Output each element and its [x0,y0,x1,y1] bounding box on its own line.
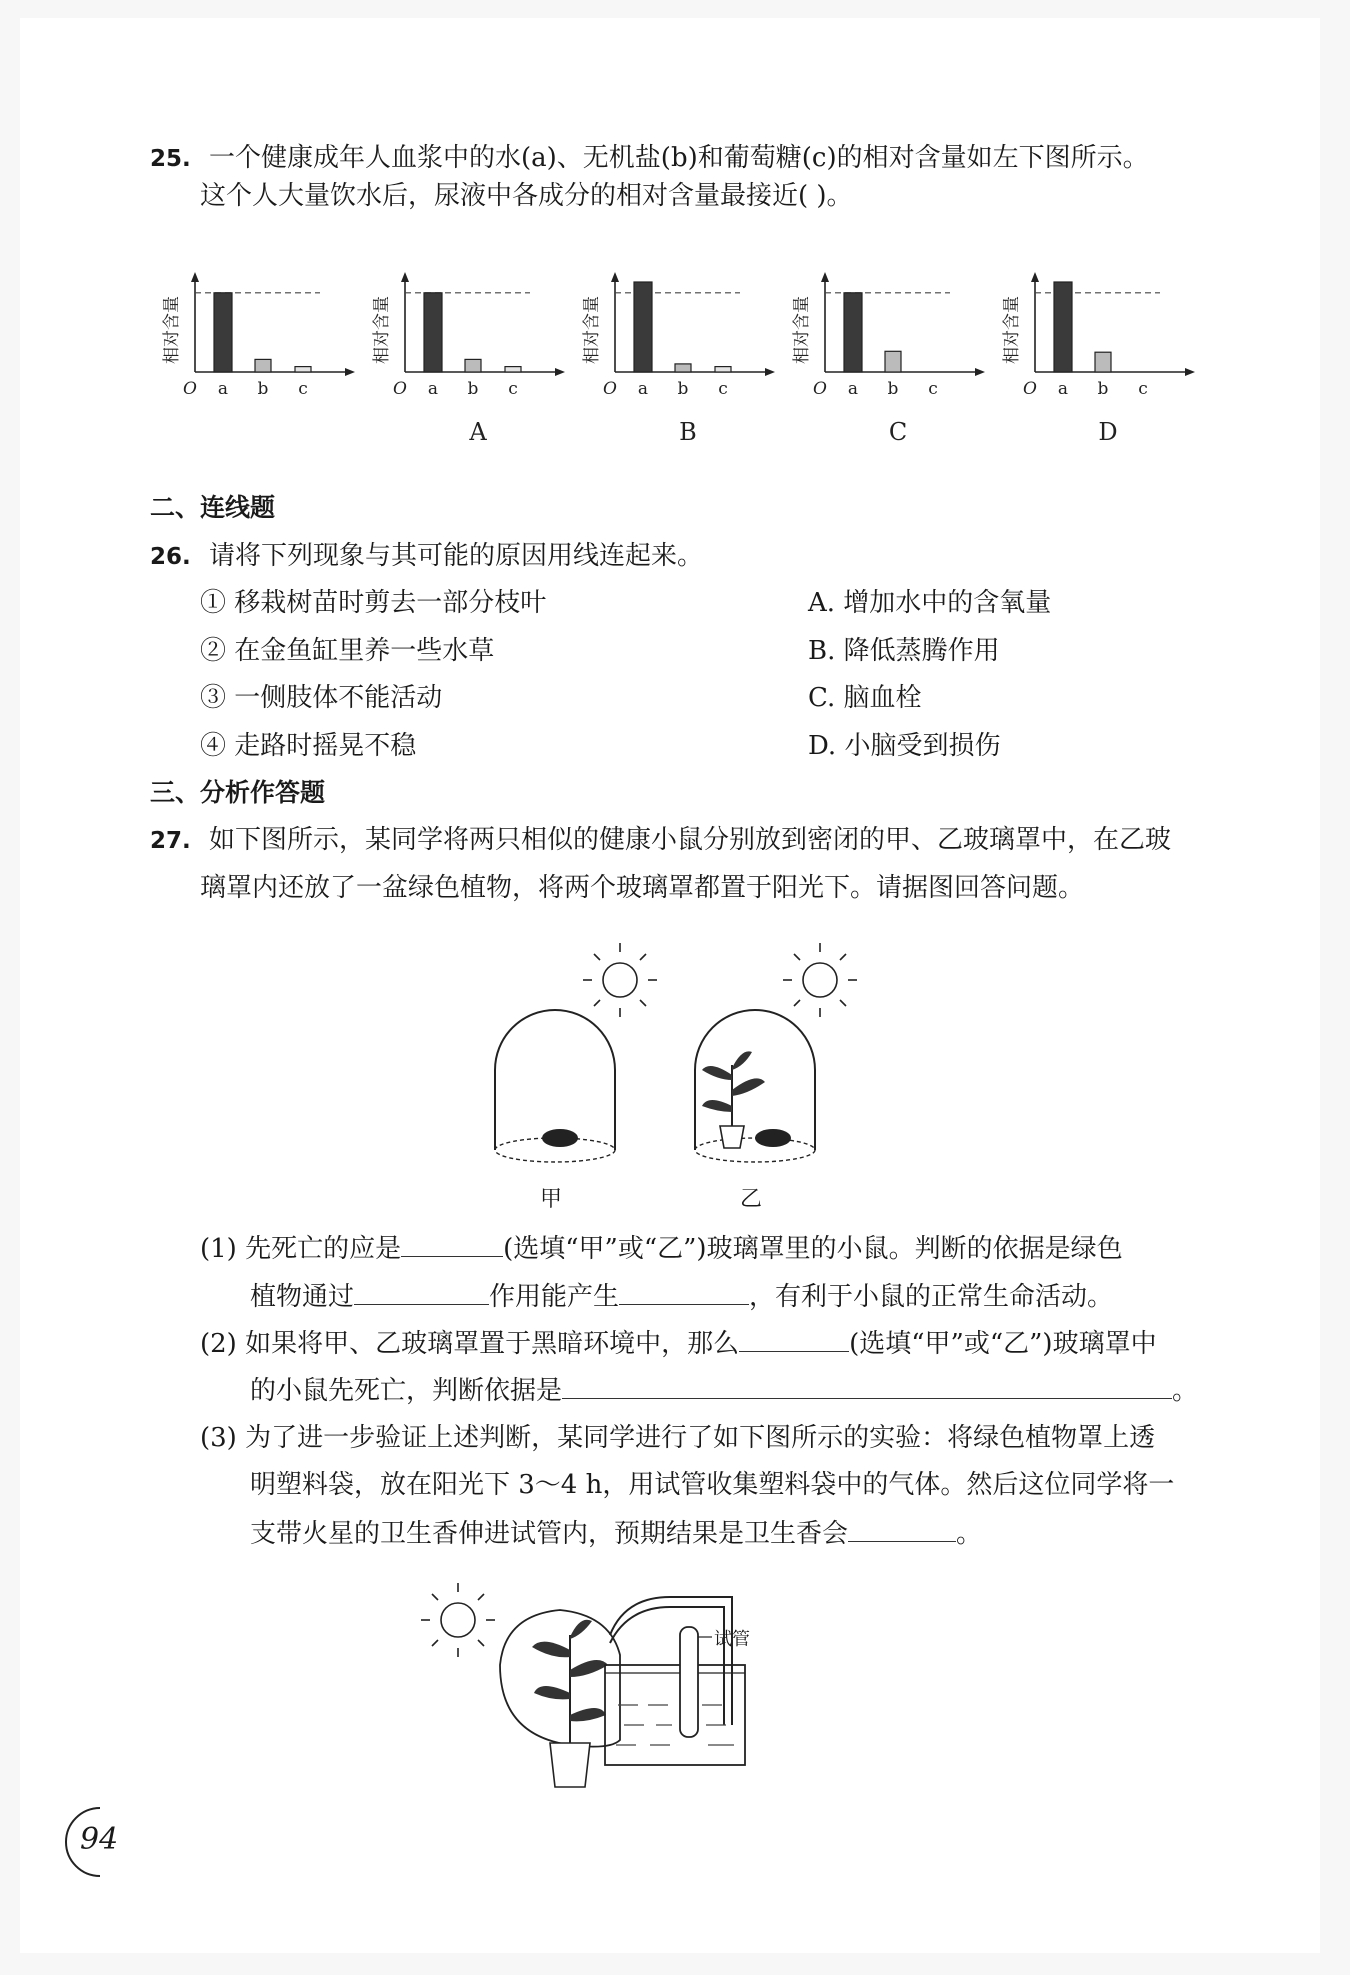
q27-part1-line2 [250,1278,1113,1315]
label-jia: 甲 [540,1187,563,1212]
q27-part3-line3 [250,1515,982,1552]
sun-icon [783,943,857,1017]
jar-jia [495,1010,615,1162]
q26-left-1: ① 移栽树苗时剪去一部分枝叶 [200,588,547,618]
q27-p1-text-b: (选填“甲”或“乙”)玻璃罩里的小鼠。判断的依据是绿色 [503,1234,1123,1264]
jar-yi [695,1010,815,1162]
bar-charts [150,270,1200,485]
q27-part1-line1 [200,1230,1123,1267]
label-yi: 乙 [740,1187,763,1212]
y-axis-arrow [821,272,829,282]
bar [505,367,521,372]
q27-p1-text-d: 作用能产生 [489,1282,620,1312]
tube-label: 试管 [714,1629,750,1650]
q27-p2-text-a: (2) 如果将甲、乙玻璃罩置于黑暗环境中，那么 [200,1329,740,1359]
bell-jar-figure [480,930,880,1220]
q26-prompt-line [150,538,703,575]
y-axis-arrow [1031,272,1039,282]
plastic-bag [500,1610,620,1747]
x-tick-label: c [508,379,518,399]
option-label: D [1098,418,1118,446]
experiment-figure [410,1575,950,1815]
answer-blank[interactable] [354,1278,489,1305]
q25-text1: 一个健康成年人血浆中的水(a)、无机盐(b)和葡萄糖(c)的相对含量如左下图所示。 [209,143,1149,173]
x-tick-label: b [677,379,689,399]
q27-part2-line1 [200,1325,1157,1362]
x-tick-label: a [847,379,859,399]
x-tick-label: c [1138,379,1148,399]
x-tick-label: b [1097,379,1109,399]
q27-p2-text-b: (选填“甲”或“乙”)玻璃罩中 [849,1329,1157,1359]
q27-number: 27. [150,828,191,854]
origin-label: O [393,379,407,399]
q27-p1-text-c: 植物通过 [250,1282,355,1312]
x-tick-label: c [298,379,308,399]
bar [675,364,691,372]
water-lines [616,1705,734,1745]
q26-left-3: ③ 一侧肢体不能活动 [200,683,443,713]
sun-icon [421,1583,495,1657]
y-axis-label: 相对含量 [372,296,392,364]
q25-number: 25. [150,146,191,172]
q26-right-a: A. 增加水中的含氧量 [808,588,1052,618]
bar [1054,282,1072,372]
x-tick-label: a [637,379,649,399]
x-axis-arrow [975,368,985,376]
x-tick-label: c [928,379,938,399]
bar [715,367,731,372]
bar [255,359,271,372]
q27-p3-text-d: 。 [956,1519,983,1549]
q26-left-2: ② 在金鱼缸里养一些水草 [200,636,495,666]
page-number [58,1800,138,1880]
origin-label: O [813,379,827,399]
option-label: C [888,418,908,446]
sun-icon [583,943,657,1017]
y-axis-label: 相对含量 [792,296,812,364]
x-tick-label: b [887,379,899,399]
q27-part2-line2 [250,1372,1198,1409]
plant-icon [532,1620,608,1745]
bar [295,367,311,372]
q26-right-d: D. 小脑受到损伤 [808,731,1001,761]
q27-p1-text-a: (1) 先死亡的应是 [200,1234,402,1264]
x-tick-label: a [427,379,439,399]
q26-number: 26. [150,544,191,570]
q27-part3-line1: (3) 为了进一步验证上述判断，某同学进行了如下图所示的实验：将绿色植物罩上透 [200,1423,1156,1453]
q27-p2-text-c: 的小鼠先死亡，判断依据是 [250,1376,563,1406]
test-tube [680,1627,698,1737]
answer-blank[interactable] [739,1325,849,1352]
x-axis-arrow [555,368,565,376]
q26-right-b: B. 降低蒸腾作用 [808,636,1000,666]
origin-label: O [183,379,197,399]
q27-text1: 如下图所示，某同学将两只相似的健康小鼠分别放到密闭的甲、乙玻璃罩中，在乙玻 [209,825,1172,855]
y-axis-arrow [191,272,199,282]
section-3-heading: 三、分析作答题 [150,778,326,807]
bar [424,293,442,372]
mouse-icon [755,1129,791,1147]
q27-p1-text-e: ，有利于小鼠的正常生命活动。 [749,1282,1114,1312]
q26-prompt: 请将下列现象与其可能的原因用线连起来。 [209,541,704,571]
x-axis-arrow [1185,368,1195,376]
option-label: B [679,418,697,446]
y-axis-label: 相对含量 [1002,296,1022,364]
bar [1095,352,1111,372]
q27-part3-line2: 明塑料袋，放在阳光下 3～4 h，用试管收集塑料袋中的气体。然后这位同学将一 [250,1470,1175,1500]
y-axis-arrow [401,272,409,282]
q25-line1 [150,140,1149,177]
x-axis-arrow [345,368,355,376]
bar [214,293,232,372]
answer-blank[interactable] [401,1230,503,1257]
bar [465,359,481,372]
section-2-heading: 二、连线题 [150,493,276,522]
q27-line1 [150,822,1171,859]
page-number-text: 94 [80,1822,119,1857]
q25-line2: 这个人大量饮水后，尿液中各成分的相对含量最接近( )。 [200,181,853,211]
q26-right-c: C. 脑血栓 [808,683,922,713]
y-axis-arrow [611,272,619,282]
y-axis-label: 相对含量 [582,296,602,364]
plant-icon [702,1051,765,1148]
answer-blank[interactable] [848,1515,956,1542]
option-label: A [469,418,487,446]
bar [634,282,652,372]
x-tick-label: c [718,379,728,399]
flowerpot-icon [550,1743,590,1787]
answer-blank[interactable] [619,1278,749,1305]
y-axis-label: 相对含量 [162,296,182,364]
x-tick-label: a [217,379,229,399]
x-tick-label: a [1057,379,1069,399]
q27-p2-text-d: 。 [1172,1376,1199,1406]
flowerpot-icon [720,1126,744,1148]
x-tick-label: b [257,379,269,399]
mouse-icon [542,1129,578,1147]
x-tick-label: b [467,379,479,399]
q27-p3-text-c: 支带火星的卫生香伸进试管内，预期结果是卫生香会 [250,1519,849,1549]
bar [885,351,901,372]
origin-label: O [603,379,617,399]
origin-label: O [1023,379,1037,399]
delivery-tube [610,1597,732,1725]
answer-blank[interactable] [562,1372,1172,1399]
q26-left-4: ④ 走路时摇晃不稳 [200,731,417,761]
bar [844,293,862,372]
x-axis-arrow [765,368,775,376]
q27-line2: 璃罩内还放了一盆绿色植物，将两个玻璃罩都置于阳光下。请据图回答问题。 [200,873,1085,903]
